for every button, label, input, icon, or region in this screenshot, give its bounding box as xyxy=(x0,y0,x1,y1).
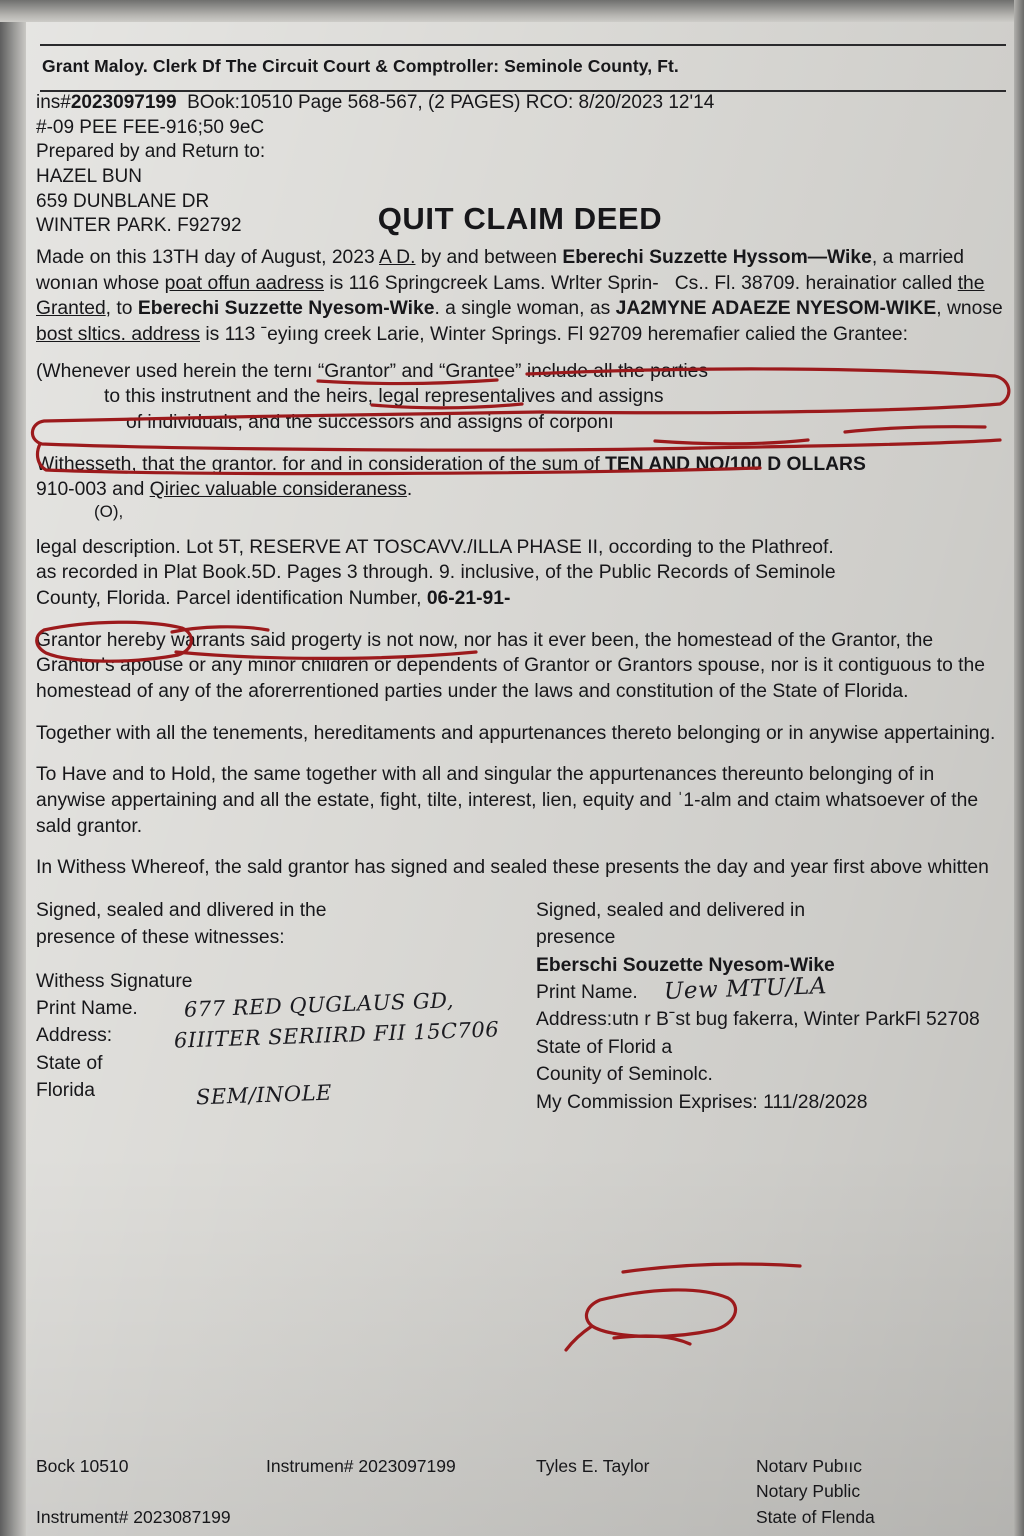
legal-line-3 xyxy=(36,586,1004,612)
intro-seg-3: , a married wonıan whose xyxy=(36,247,964,294)
intro-seg-1: Made on this 13TH day of August, 2023 xyxy=(36,247,380,269)
witness-signed-line-1: Signed, sealed and dlivered in the xyxy=(36,899,327,921)
witness-state-value: Florida xyxy=(36,1080,95,1102)
witnesseth-paragraph xyxy=(36,452,1004,524)
together-with-paragraph: Together with all the tenements, hereditaments and appurtenances thereto belonging or in anywise appertaining. xyxy=(36,722,996,744)
grantor-address-value: utn r Bˉst bug fakerra, Winter ParkFl 52708 xyxy=(612,1009,980,1031)
return-to-name: HAZEL BUN xyxy=(36,166,142,188)
intro-ad: A D. xyxy=(379,247,416,269)
witness-print-name-label: Print Name. xyxy=(36,998,138,1020)
header-rule-top xyxy=(40,44,1006,46)
page-top-shadow xyxy=(0,0,1024,22)
intro-seg-8: is 113 ˉeyiıng creek Larie, Winter Springs. Fl 92709 heremafier calied the Grantee: xyxy=(199,324,909,346)
witnesseth-seg-1: Withesseth, that the grantor. for and in consideration of the sum of xyxy=(36,453,606,475)
homestead-paragraph: Grantor hereby warrants said progerty is not now, nor has it ever been, the homestead of the Grantor, the Grantor's apouse or any minor children or dependents of Grantor or Grantors spouse, nor is it contiguous to the homestead of any of the aforerrentioned parties under the laws and constitution of the State of Florida. xyxy=(36,629,985,702)
footer-book-number: Bock 10510 xyxy=(36,1455,129,1476)
grantor-address-label: Address: xyxy=(536,1009,613,1031)
notary-title-line-2: Notary Public xyxy=(756,1481,861,1502)
recording-instrument-line xyxy=(36,91,1004,116)
grantor-signed-line-2: presence xyxy=(536,927,616,949)
witness-signature-block xyxy=(36,897,536,1116)
legal-description-paragraph xyxy=(36,535,1004,612)
notary-state: State of Flenda xyxy=(756,1506,875,1527)
footer-instrument-number: Instrumen# 2023097199 xyxy=(266,1455,456,1476)
notary-title-line-1: Notarv Pubııc xyxy=(756,1455,863,1476)
intro-seg-4: is 116 Springcreek Lams. Wrlter Sprin- Cs.. Fl. 38709. herainatior called xyxy=(324,272,958,294)
recording-fee-line: #-09 PEE FEE-916;50 9eC xyxy=(36,116,265,138)
handwritten-address-line-1: 677 RED QUGLAUS GD, xyxy=(183,988,455,1022)
return-to-street: 659 DUNBLANE DR xyxy=(36,190,210,212)
footer-row-1 xyxy=(36,1454,1004,1479)
witness-state-label: State of xyxy=(36,1052,103,1074)
grantor-address-line xyxy=(536,1006,1004,1033)
legal-line-2: as recorded in Plat Book.5D. Pages 3 through. 9. inclusive, of the Public Records of Seminole xyxy=(36,562,836,584)
grantor-state-label: State of Florid a xyxy=(536,1036,673,1058)
commission-expiration: My Commission Exprises: 111/28/2028 xyxy=(536,1091,868,1113)
the-grantor-phrase: the Granted xyxy=(36,272,985,320)
parcel-identification-number: 06-21-91- xyxy=(426,587,511,609)
handwritten-signature: Uew MTU/LA xyxy=(663,973,828,1005)
intro-seg-7: , wnose xyxy=(936,298,1003,320)
consideration-paren-note: (O), xyxy=(94,502,124,522)
footer-row-2 xyxy=(36,1479,1004,1504)
witnesseth-seg-2: and xyxy=(106,479,150,501)
intro-paragraph xyxy=(36,245,1004,348)
document-body xyxy=(36,245,1004,1116)
instrument-number: 2023097199 xyxy=(70,92,177,113)
witness-address-label: Address: xyxy=(36,1025,113,1047)
grantee-name-secondary: JA2MYNE ADAEZE NYESOM-WIKE xyxy=(615,298,937,320)
legal-line-1: legal description. Lot 5T, RESERVE AT TOSCAVV./ILLA PHASE II, occording to the Plathreof. xyxy=(36,536,834,558)
intro-seg-5: , to xyxy=(105,298,138,320)
consideration-amount-circled: 910-003 xyxy=(36,479,107,501)
page-left-shadow xyxy=(0,0,26,1536)
legal-line-3-text: County, Florida. Parcel identification Number, xyxy=(36,587,427,609)
signature-section xyxy=(36,897,1004,1116)
whenever-line-1: (Whenever used herein the ternı “Grantor” and “Grantee” include all the parties xyxy=(36,360,708,382)
handwritten-county: SEM/INOLE xyxy=(195,1080,333,1110)
witness-signature-label: Withess Signature xyxy=(36,970,193,992)
page-right-shadow xyxy=(1014,0,1024,1536)
intro-seg-2: by and between xyxy=(415,247,563,269)
instrument-prefix: ins# xyxy=(36,92,71,113)
witness-signed-line-2: presence of these witnesses: xyxy=(36,927,285,949)
grantor-signature-name: Eberschi Souzette Nyesom-Wike xyxy=(536,954,835,976)
clerk-header: Grant Maloy. Clerk Df The Circuit Court & Comptroller: Seminole County, Ft. xyxy=(42,56,679,76)
grantor-print-name-label: Print Name. xyxy=(536,982,638,1004)
to-have-and-to-hold-paragraph: To Have and to Hold, the same together with all and singular the appurtenances thereunto belonging of in anywise appertaining and all the estate, fight, tilte, interest, lien, equity and ˈ1-alm and ctaim whatsoever of the sald grantor. xyxy=(36,764,979,837)
other-valuable-consideration-phrase: Qiriec valuable consideraness xyxy=(149,479,407,501)
grantor-signed-line-1: Signed, sealed and delivered in xyxy=(536,899,806,921)
consideration-amount-words: TEN AND NO/100 D OLLARS xyxy=(605,453,866,475)
whenever-line-3: of individuals, and the successors and assigns of corponı xyxy=(126,412,614,434)
grantee-name-primary: Eberechi Suzzette Nyesom-Wike xyxy=(137,298,435,320)
witnesseth-seg-3: . xyxy=(406,479,413,501)
notary-name: Tyles E. Taylor xyxy=(536,1455,650,1476)
intro-seg-6: . a single woman, as xyxy=(434,298,616,320)
grantor-name: Eberechi Suzzette Hyssom—Wike xyxy=(562,247,872,269)
document-title: QUIT CLAIM DEED xyxy=(377,201,663,237)
in-witness-whereof-paragraph: In Withess Whereof, the sald grantor has signed and sealed these presents the day and year first above whitten xyxy=(36,857,989,879)
footer-instrument-bottom: Instrument# 2023087199 xyxy=(36,1506,231,1527)
grantee-post-office-phrase: bost sltics. address xyxy=(36,324,200,346)
grantor-county-label: Counity of Seminolc. xyxy=(536,1064,713,1086)
whenever-line-2: to this instrutnent and the heirs, legal representalives and assigns xyxy=(104,386,664,408)
return-to-city: WINTER PARK. F92792 xyxy=(36,215,242,237)
prepared-by-label: Prepared by and Return to: xyxy=(36,141,266,163)
post-office-address-phrase: poat offun aadress xyxy=(164,272,324,294)
grantor-signature-block xyxy=(536,897,1004,1116)
document-content xyxy=(36,52,1004,1116)
footer-row-3 xyxy=(36,1505,1004,1530)
document-footer xyxy=(36,1454,1004,1530)
handwritten-address-line-2: 6IIITER SERIIRD FII 15C706 xyxy=(173,1017,500,1053)
recording-details: BOok:10510 Page 568-567, (2 PAGES) RCO: 8/20/2023 12'14 xyxy=(187,92,715,113)
whenever-used-paragraph xyxy=(36,359,1004,436)
